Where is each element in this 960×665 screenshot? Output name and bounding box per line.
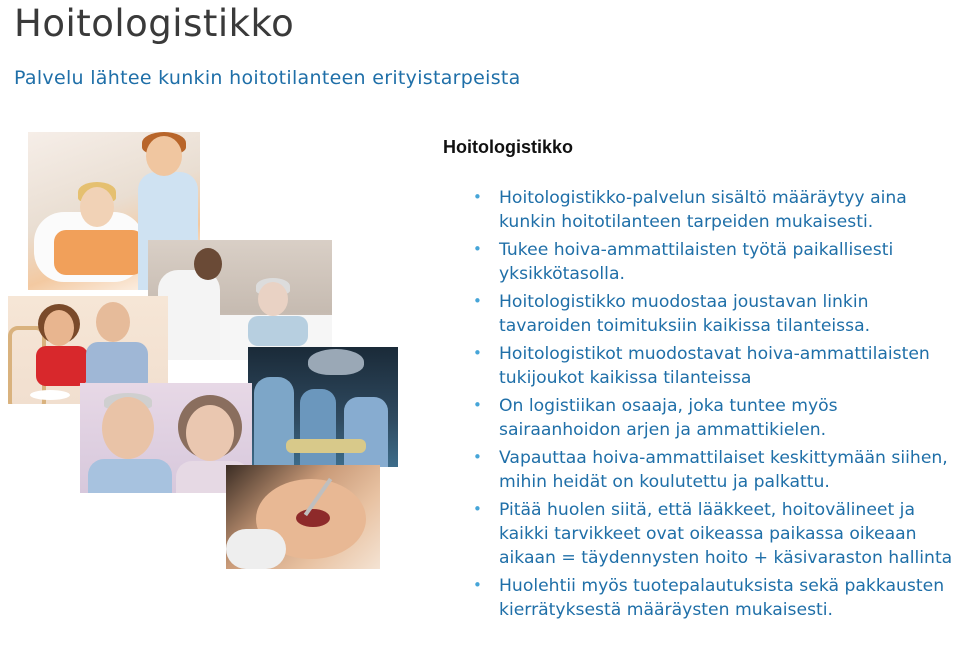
bullet-icon: •: [473, 188, 482, 206]
bullet-list: [470, 186, 960, 626]
list-item: [470, 574, 960, 622]
list-item-text: Pitää huolen siitä, että lääkkeet, hoitovälineet ja kaikki tarvikkeet ovat oikeassa paikassa oikeaan aikaan = täydennysten hoito + käsivaraston hallinta: [499, 500, 953, 568]
list-item: [470, 342, 960, 390]
bullet-icon: •: [473, 396, 482, 414]
list-item-text: On logistiikan osaaja, joka tuntee myös sairaanhoidon arjen ja ammattikielen.: [499, 396, 838, 440]
page-title: Hoitologistikko: [14, 2, 295, 45]
bullet-icon: •: [473, 240, 482, 258]
page-subtitle: Palvelu lähtee kunkin hoitotilanteen erityistarpeista: [14, 67, 521, 89]
bullet-icon: •: [473, 448, 482, 466]
list-item: [470, 186, 960, 234]
list-item: [470, 238, 960, 286]
photo-dental-care: [226, 465, 380, 569]
bullet-icon: •: [473, 576, 482, 594]
list-item-text: Vapauttaa hoiva-ammattilaiset keskittymään siihen, mihin heidät on koulutettu ja palkattu.: [499, 448, 948, 492]
list-item-text: Hoitologistikko-palvelun sisältö määräytyy aina kunkin hoitotilanteen tarpeiden mukaisesti.: [499, 188, 907, 232]
list-item-text: Hoitologistikko muodostaa joustavan linkin tavaroiden toimituksiin kaikissa tilanteissa.: [499, 292, 871, 336]
bullet-icon: •: [473, 292, 482, 310]
list-item-text: Hoitologistikot muodostavat hoiva-ammattilaisten tukijoukot kaikissa tilanteissa: [499, 344, 930, 388]
list-item: [470, 394, 960, 442]
list-item: [470, 290, 960, 338]
section-heading: Hoitologistikko: [443, 137, 573, 157]
list-item-text: Huolehtii myös tuotepalautuksista sekä pakkausten kierrätyksestä määräysten mukaisesti.: [499, 576, 945, 620]
bullet-icon: •: [473, 344, 482, 362]
list-item: [470, 446, 960, 494]
list-item: [470, 498, 960, 570]
photo-surgery-team: [248, 347, 398, 467]
photo-doctor-and-elderly-patient: [148, 240, 332, 360]
bullet-icon: •: [473, 500, 482, 518]
list-item-text: Tukee hoiva-ammattilaisten työtä paikallisesti yksikkötasolla.: [499, 240, 894, 284]
